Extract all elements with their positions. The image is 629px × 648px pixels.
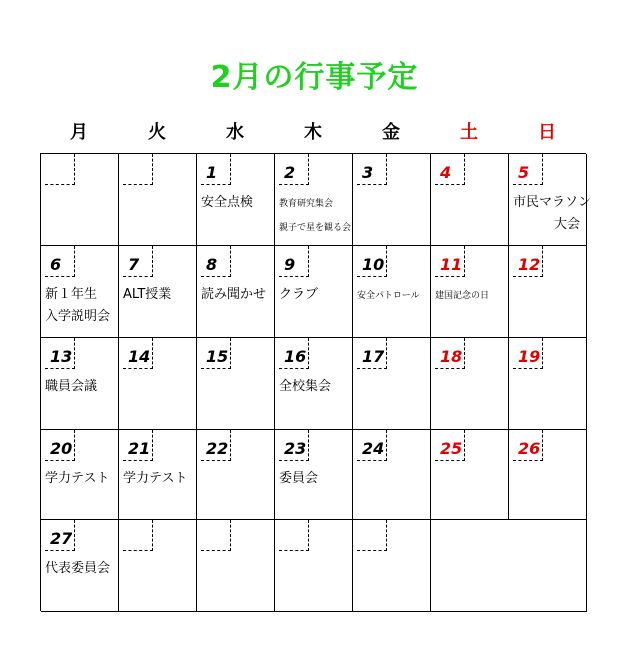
day-cell-5 [509, 154, 592, 246]
day-cell-22 [197, 430, 275, 520]
day-number: 23 [284, 439, 307, 458]
day-cell-19 [509, 338, 587, 430]
weekday-thu: 木 [304, 122, 322, 143]
day-cell-27 [41, 520, 119, 612]
day-cell-8 [197, 246, 275, 338]
day-cell-6 [41, 246, 119, 338]
day-number-box [123, 154, 153, 185]
day-cell-23 [275, 430, 353, 520]
day-number: 3 [362, 163, 374, 182]
day-number: 5 [518, 163, 530, 182]
day-number: 7 [128, 255, 140, 274]
day-cell-9 [275, 246, 353, 338]
day-number: 14 [128, 347, 151, 366]
event-text: 読み聞かせ [201, 287, 267, 302]
day-number: 17 [362, 347, 385, 366]
day-cell-4 [431, 154, 509, 246]
day-cell-3 [353, 154, 431, 246]
day-cell-empty [275, 520, 353, 612]
day-number-box [279, 520, 309, 551]
weekday-sun: 日 [538, 122, 556, 143]
day-number: 2 [284, 163, 296, 182]
event-text: ALT授業 [123, 287, 172, 302]
event-text: 職員会議 [45, 379, 98, 394]
day-cell-21 [119, 430, 197, 520]
event-text: 親子で星を観る会 [279, 223, 352, 233]
day-number: 6 [50, 255, 62, 274]
day-cell-empty [119, 154, 197, 246]
day-number: 27 [50, 529, 73, 548]
day-cell-25 [431, 430, 509, 520]
day-number: 21 [128, 439, 151, 458]
day-number: 11 [440, 255, 463, 274]
day-cell-26 [509, 430, 587, 520]
day-cell-2 [275, 154, 353, 246]
calendar-title: 2月の行事予定 [210, 60, 419, 95]
event-text: 全校集会 [279, 379, 332, 394]
day-cell-1 [197, 154, 275, 246]
weekday-sat: 土 [460, 122, 478, 143]
day-number: 18 [440, 347, 463, 366]
day-number: 22 [206, 439, 229, 458]
day-number: 12 [518, 255, 541, 274]
calendar-grid [40, 153, 592, 611]
day-number: 9 [284, 255, 296, 274]
weekday-fri: 金 [382, 122, 400, 143]
event-text: 学力テスト [123, 471, 188, 486]
weekday-mon: 月 [70, 122, 88, 143]
day-cell-empty [41, 154, 119, 246]
event-text: 学力テスト [45, 471, 110, 486]
weekday-tue: 火 [148, 122, 166, 143]
day-number: 20 [50, 439, 73, 458]
day-number: 10 [362, 255, 385, 274]
day-cell-7 [119, 246, 197, 338]
day-cell-empty [353, 520, 431, 612]
day-cell-13 [41, 338, 119, 430]
event-text: 市民マラソン [513, 195, 592, 210]
day-number: 8 [206, 255, 218, 274]
day-cell-10 [353, 246, 431, 338]
day-number: 4 [440, 163, 452, 182]
day-number: 1 [206, 163, 218, 182]
day-number: 24 [362, 439, 385, 458]
day-number: 26 [518, 439, 541, 458]
day-cell-24 [353, 430, 431, 520]
day-cell-14 [119, 338, 197, 430]
event-text: 新１年生 [45, 287, 98, 302]
event-text: 建国記念の日 [435, 291, 490, 301]
day-cell-18 [431, 338, 509, 430]
day-cell-blank [431, 520, 587, 612]
event-text: 入学説明会 [45, 309, 111, 324]
event-text: 教育研究集会 [279, 199, 334, 209]
day-number: 15 [206, 347, 229, 366]
day-cell-20 [41, 430, 119, 520]
weekday-wed: 水 [226, 122, 244, 143]
day-cell-empty [197, 520, 275, 612]
day-cell-empty [119, 520, 197, 612]
day-number: 16 [284, 347, 307, 366]
event-text: 安全点検 [201, 195, 254, 210]
event-text: 委員会 [279, 471, 319, 486]
day-cell-12 [509, 246, 587, 338]
day-cell-16 [275, 338, 353, 430]
day-number-box [201, 520, 231, 551]
day-number: 13 [50, 347, 73, 366]
event-text: 代表委員会 [45, 561, 111, 576]
event-text: クラブ [279, 287, 319, 302]
day-cell-11 [431, 246, 509, 338]
day-number-box [45, 154, 75, 185]
event-text: 安全パトロール [357, 291, 420, 301]
day-number: 25 [440, 439, 463, 458]
day-number-box [357, 520, 387, 551]
day-cell-17 [353, 338, 431, 430]
event-text: 大会 [553, 217, 580, 232]
day-number: 19 [518, 347, 541, 366]
day-cell-15 [197, 338, 275, 430]
day-number-box [123, 520, 153, 551]
